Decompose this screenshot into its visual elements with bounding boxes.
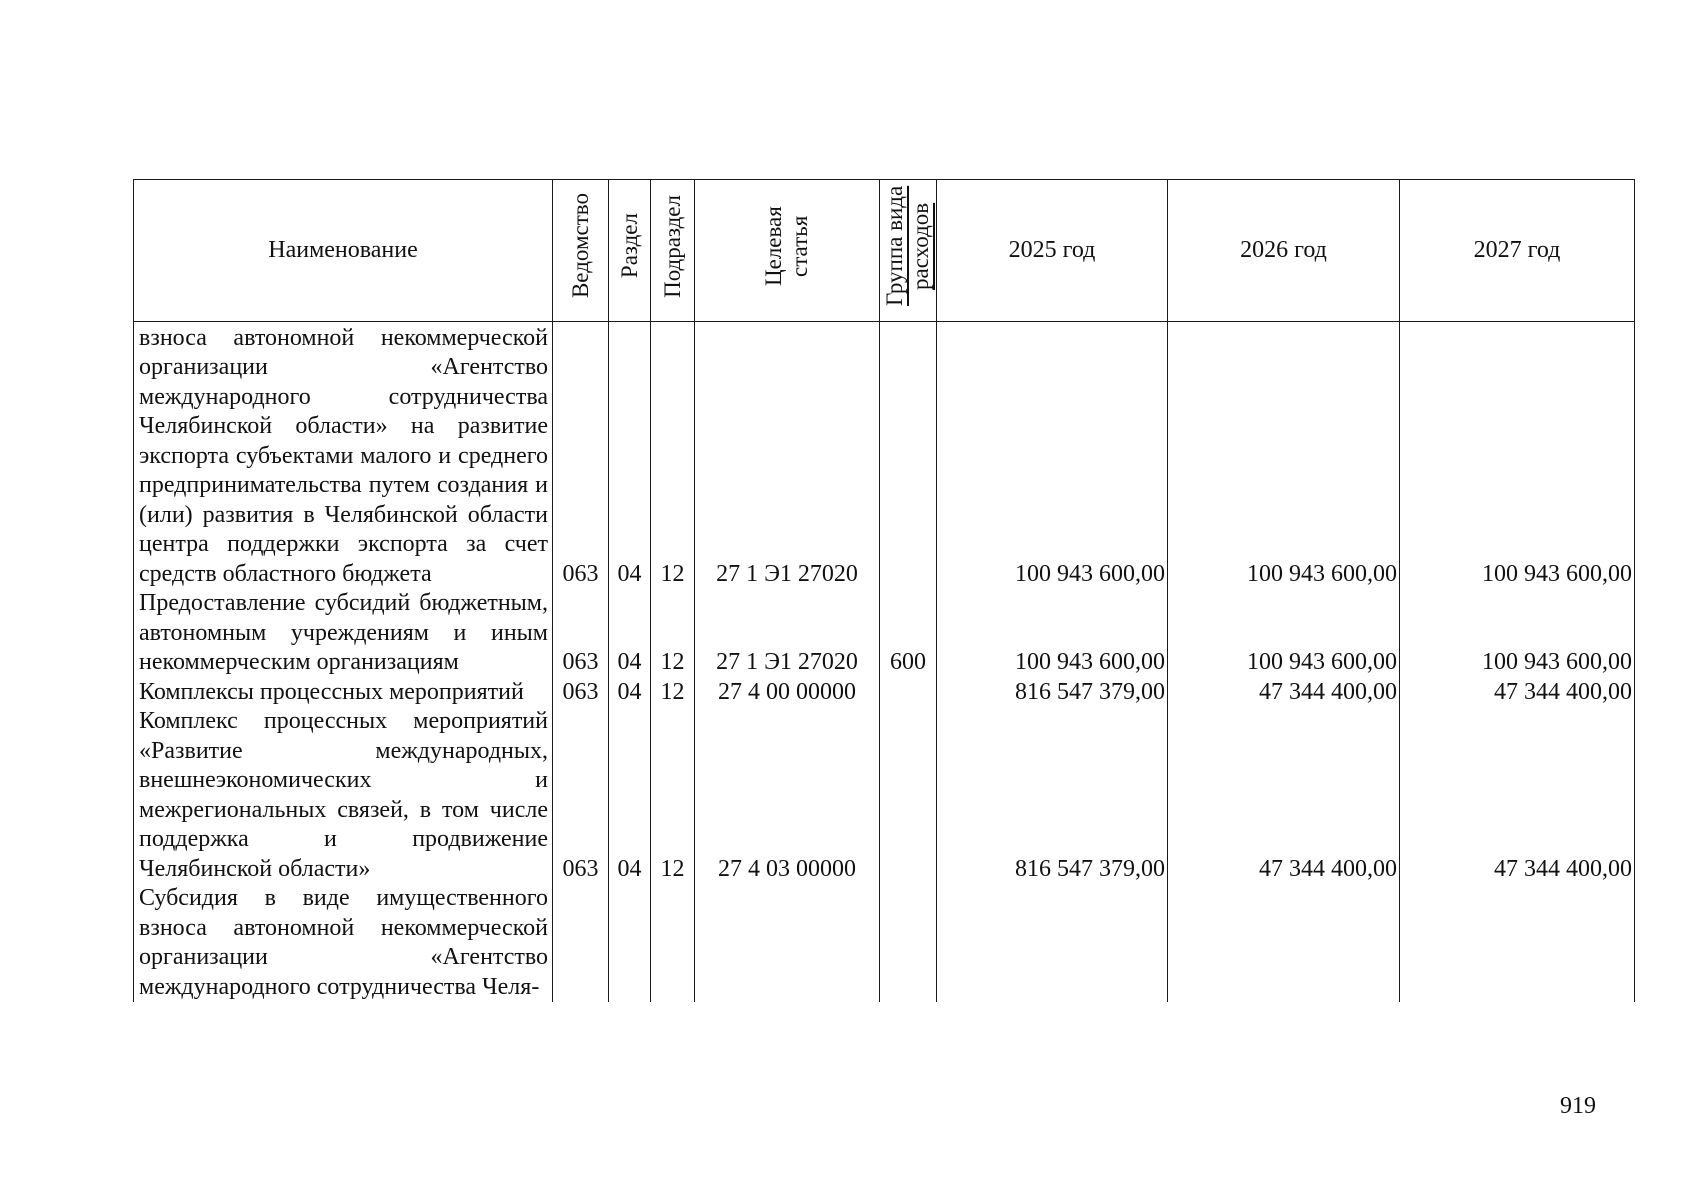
header-subsection bbox=[651, 180, 695, 322]
row-target-article: 27 4 00 00000 bbox=[695, 678, 880, 708]
row-expense-group bbox=[880, 678, 937, 708]
row-expense-group bbox=[880, 707, 937, 884]
row-expense-group bbox=[880, 321, 937, 589]
row-section: 04 bbox=[609, 589, 651, 678]
row-section: 04 bbox=[609, 707, 651, 884]
row-section bbox=[609, 884, 651, 1002]
header-expense-group bbox=[880, 180, 937, 322]
header-expense-group-label: Группа вида расходов bbox=[882, 185, 933, 307]
row-amount-2027: 100 943 600,00 bbox=[1400, 321, 1635, 589]
table-row bbox=[134, 707, 1635, 884]
header-year-2026: 2026 год bbox=[1168, 180, 1400, 322]
row-subsection: 12 bbox=[651, 321, 695, 589]
header-department bbox=[553, 180, 609, 322]
row-amount-2025 bbox=[937, 884, 1168, 1002]
row-department: 063 bbox=[553, 589, 609, 678]
row-target-article: 27 4 03 00000 bbox=[695, 707, 880, 884]
header-section-label: Раздел bbox=[616, 213, 642, 279]
row-target-article bbox=[695, 884, 880, 1002]
header-subsection-label: Подраздел bbox=[659, 194, 685, 298]
row-subsection: 12 bbox=[651, 589, 695, 678]
table-row bbox=[134, 589, 1635, 678]
row-amount-2027: 100 943 600,00 bbox=[1400, 589, 1635, 678]
row-amount-2027: 47 344 400,00 bbox=[1400, 678, 1635, 708]
table-row bbox=[134, 321, 1635, 589]
header-section bbox=[609, 180, 651, 322]
row-expense-group bbox=[880, 884, 937, 1002]
row-subsection: 12 bbox=[651, 678, 695, 708]
header-department-label: Ведомство bbox=[567, 193, 593, 299]
table-body bbox=[134, 321, 1635, 1002]
header-target-article bbox=[695, 180, 880, 322]
row-department bbox=[553, 884, 609, 1002]
row-amount-2027 bbox=[1400, 884, 1635, 1002]
header-target-article-label: Целевая статья bbox=[761, 206, 812, 286]
row-amount-2025: 100 943 600,00 bbox=[937, 589, 1168, 678]
row-amount-2025: 816 547 379,00 bbox=[937, 707, 1168, 884]
table-header bbox=[134, 180, 1635, 322]
header-year-2027: 2027 год bbox=[1400, 180, 1635, 322]
row-amount-2027: 47 344 400,00 bbox=[1400, 707, 1635, 884]
row-amount-2025: 100 943 600,00 bbox=[937, 321, 1168, 589]
row-name: Субсидия в виде имущественного взноса автономной некоммерческой организации «Агентство международного сотрудничества Челя- bbox=[134, 884, 553, 1002]
row-section: 04 bbox=[609, 321, 651, 589]
row-name: Предоставление субсидий бюджетным, автономным учреждениям и иным некоммерческим организациям bbox=[134, 589, 553, 678]
budget-table bbox=[133, 179, 1635, 1002]
page-number: 919 bbox=[1560, 1093, 1596, 1119]
row-target-article: 27 1 Э1 27020 bbox=[695, 589, 880, 678]
row-subsection: 12 bbox=[651, 707, 695, 884]
row-amount-2025: 816 547 379,00 bbox=[937, 678, 1168, 708]
row-name: Комплексы процессных мероприятий bbox=[134, 678, 553, 708]
row-name: Комплекс процессных мероприятий «Развитие международных, внешнеэкономических и межрегиональных связей, в том числе поддержка и продвижение Челябинской области» bbox=[134, 707, 553, 884]
header-name: Наименование bbox=[134, 180, 553, 322]
row-section: 04 bbox=[609, 678, 651, 708]
row-amount-2026: 47 344 400,00 bbox=[1168, 678, 1400, 708]
row-department: 063 bbox=[553, 321, 609, 589]
row-target-article: 27 1 Э1 27020 bbox=[695, 321, 880, 589]
row-amount-2026 bbox=[1168, 884, 1400, 1002]
row-expense-group: 600 bbox=[880, 589, 937, 678]
row-amount-2026: 100 943 600,00 bbox=[1168, 589, 1400, 678]
row-name: взноса автономной некоммерческой организации «Агентство международного сотрудничества Челябинской области» на развитие экспорта субъектами малого и среднего предпринимательства путем создания и (или) развития в Челябинской области центра поддержки экспорта за счет средств областного бюджета bbox=[134, 321, 553, 589]
row-amount-2026: 100 943 600,00 bbox=[1168, 321, 1400, 589]
row-amount-2026: 47 344 400,00 bbox=[1168, 707, 1400, 884]
table-row bbox=[134, 884, 1635, 1002]
row-subsection bbox=[651, 884, 695, 1002]
header-year-2025: 2025 год bbox=[937, 180, 1168, 322]
row-department: 063 bbox=[553, 707, 609, 884]
row-department: 063 bbox=[553, 678, 609, 708]
table-row bbox=[134, 678, 1635, 708]
